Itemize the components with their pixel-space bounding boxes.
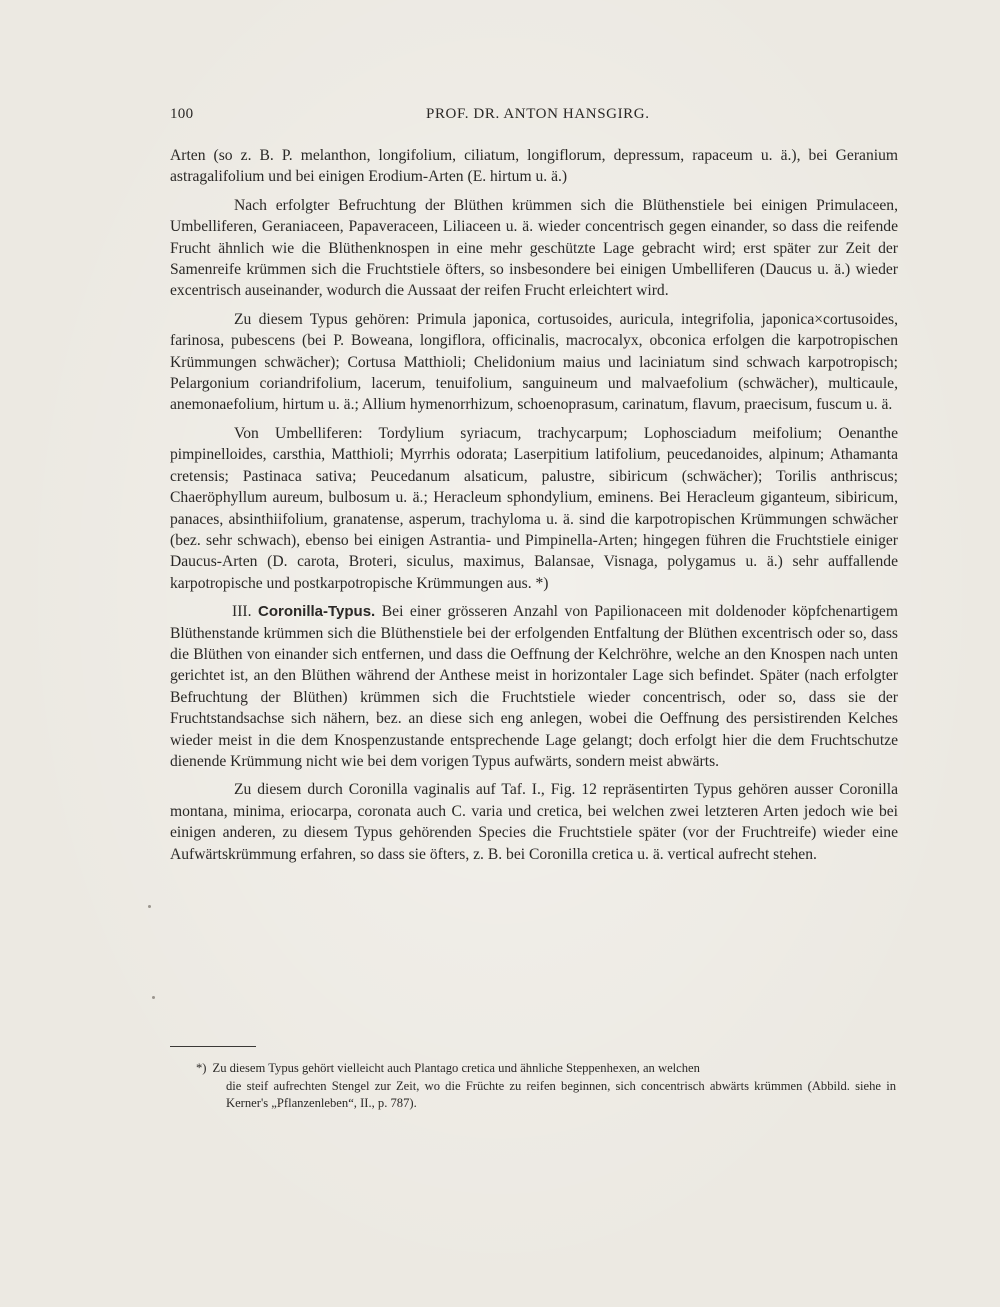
paragraph-continued: Arten (so z. B. P. melanthon, longifolium, ciliatum, longiflorum, depressum, rapaceum u. ä.), bei Geranium astragalifolium und bei einigen Erodium-Arten (E. hirtum u. ä.)	[170, 147, 898, 186]
paragraph-coronilla-species: Zu diesem durch Coronilla vaginalis auf Taf. I., Fig. 12 repräsentirten Typus gehören ausser Coronilla montana, minima, eriocarpa, coronata auch C. varia und cretica, bei welchen zwei letzteren Arten jedoch wie bei einigen anderen, zu diesem Typus gehörenden Species die Fruchtstiele später (vor der Fruchtreife) wieder eine Aufwärtskrümmung erfahren, so dass sie öfters, z. B. bei Coronilla cretica u. ä. vertical aufrecht stehen.	[170, 781, 898, 863]
section-heading: Coronilla-Typus.	[258, 603, 376, 621]
section-coronilla	[170, 601, 898, 772]
running-title: PROF. DR. ANTON HANSGIRG.	[426, 106, 650, 122]
paragraph-umbelliferen: Von Umbelliferen: Tordylium syriacum, trachycarpum; Lophosciadum meifolium; Oenanthe pimpinelloides, carsthia, Matthioli; Myrrhis odorata; Laserpitium latifolium, peucedanoides, alpinum; Athamanta cretensis; Pastinaca sativa; Peucedanum alsaticum, palustre, sibiricum (schwächer); Torilis anthriscus; Chaeröphyllum aureum, bulbosum u. ä.; Heracleum sphondylium, eminens. Bei Heracleum giganteum, sibiricum, panaces, absinthiifolium, granatense, asperum, trachyloma u. ä. sind die karpotropischen Krümmungen schwächer (bez. sehr schwach), ebenso bei einigen Astrantia- und Pimpinella-Arten; hingegen führen die Fruchtstiele einiger Daucus-Arten (D. carota, Broteri, siculus, maximus, Balansae, Visnaga, polygamus u. ä.) sehr auffallende karpotropische und postkarpotropische Krümmungen aus. *)	[170, 424, 898, 592]
paragraph-befruchtung: Nach erfolgter Befruchtung der Blüthen krümmen sich die Blüthenstiele bei einigen Primulaceen, Umbelliferen, Geraniaceen, Papaveraceen, Liliaceen u. ä. wieder concentrisch gegen einander, so dass die reifende Frucht ähnlich wie die Blüthenknospen in eine mehr geschützte Lage gebracht wird; erst später zur Zeit der Samenreife krümmen sich die Fruchtstiele öfters, so insbesondere bei einigen Umbelliferen (Daucus u. ä.) wieder excentrisch auseinander, wodurch die Aussaat der reifen Frucht erleichtert wird.	[170, 196, 898, 300]
footnote-mark: *)	[196, 1061, 207, 1075]
paper-speck	[152, 996, 155, 999]
page-number: 100	[170, 106, 194, 122]
body-text	[170, 145, 898, 872]
footnote-continuation: die steif aufrechten Stengel zur Zeit, wo die Früchte zu reifen beginnen, sich concentrisch abwärts krümmen (Abbild. siehe in Kerner's „Pflanzenleben“, II., p. 787).	[226, 1078, 896, 1111]
footnote	[196, 1060, 896, 1113]
page-header	[170, 106, 898, 128]
footnote-divider	[170, 1046, 256, 1047]
section-number: III.	[232, 603, 252, 621]
paragraph-typus-species: Zu diesem Typus gehören: Primula japonica, cortusoides, auricula, integrifolia, japonica×cortusoides, farinosa, pubescens (bei P. Boweana, longiflora, officinalis, macrocalyx, obconica erfolgen die karpotropischen Krümmungen schwächer); Cortusa Matthioli; Chelidonium maius und laciniatum sind schwach karpotropisch; Pelargonium coriandrifolium, lacerum, tenuifolium, sanguineum und malvaefolium (schwächer), multicaule, anemonaefolium, hirtum u. ä.; Allium hymenorrhizum, schoenoprasum, carinatum, flavum, praecisum, fuscum u. ä.	[170, 310, 898, 414]
section-text: Bei einer grösseren Anzahl von Papilionaceen mit doldenoder köpfchenartigem Blüthenstande krümmen sich die Blüthenstiele bei der erfolgenden Entfaltung der Blüthen excentrisch oder so, dass die Blüthen von einander sich entfernen, und dass die Oeffnung der Kelchröhre, welche an den Knospen nach unten gerichtet ist, an den Blüthen während der Anthese meist in horizontaler Lage sich befindet. Später (nach erfolgter Befruchtung der Blüthen) krümmen sich die Fruchtstiele wieder concentrisch, oder so, dass sie der Fruchtstandsachse sich nähern, bez. an diese sich eng anlegen, wobei die Oeffnung des persistirenden Kelches wieder meist in die dem Knospenzustande entsprechende Lage gelangt; doch erfolgt hier die dem Fruchtschutze dienende Krümmung nicht wie bei dem vorigen Typus aufwärts, sondern meist abwärts.	[170, 603, 898, 770]
footnote-first-line	[196, 1060, 896, 1078]
paper-speck	[148, 905, 151, 908]
footnote-text-line1: Zu diesem Typus gehört vielleicht auch Plantago cretica und ähnliche Steppenhexen, an welchen	[212, 1061, 700, 1075]
